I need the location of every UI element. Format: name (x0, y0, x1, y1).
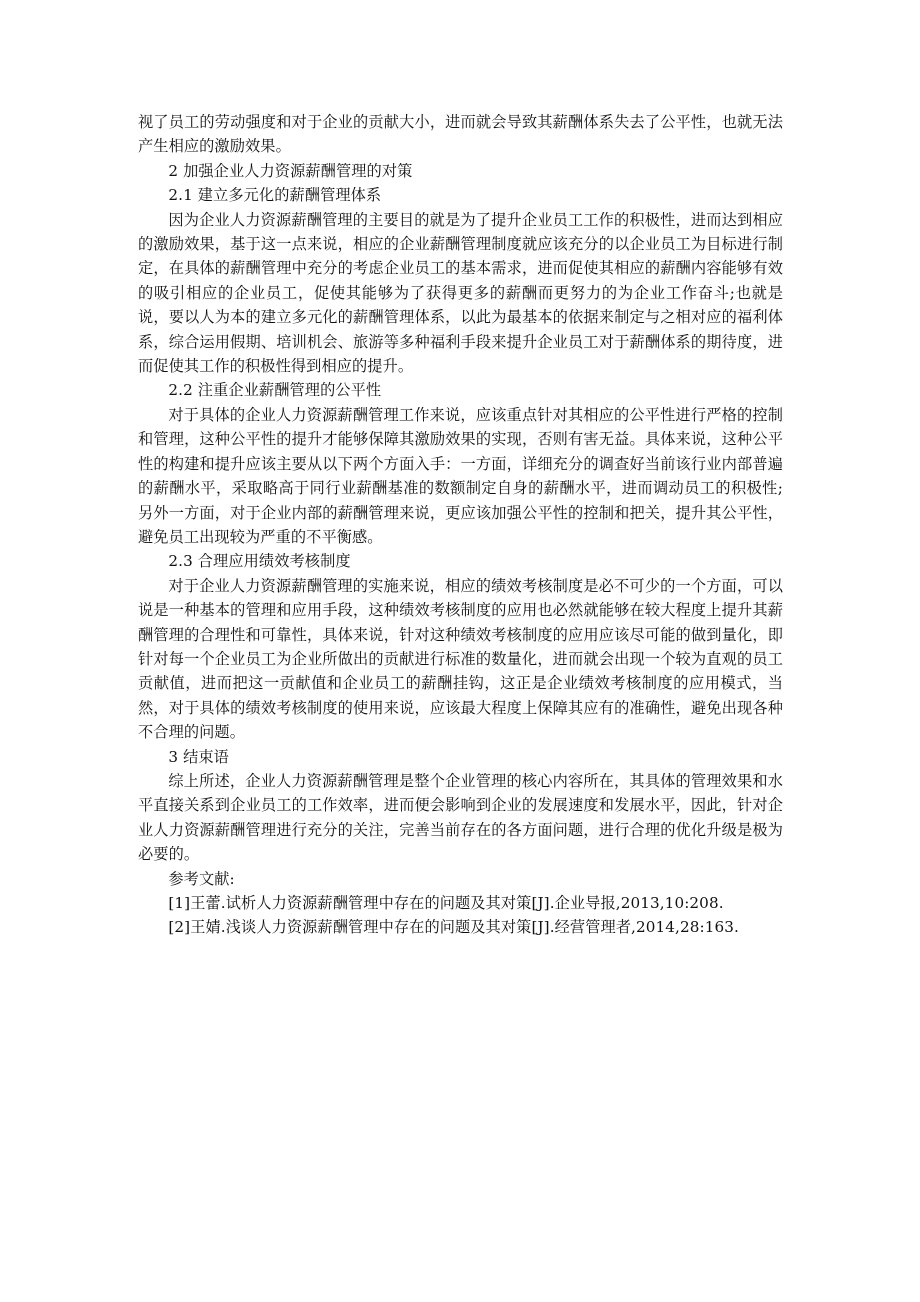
section-2-2-heading: 2.2 注重企业薪酬管理的公平性 (168, 381, 382, 400)
section-2-3-paragraph: 对于企业人力资源薪酬管理的实施来说，相应的绩效考核制度是必不可少的一个方面，可以说是一种基本的管理和应用手段，这种绩效考核制度的应用也必然就能够在较大程度上提升其薪酬管理的合理性和可靠性，具体来说，针对这种绩效考核制度的应用应该尽可能的做到量化，即针对每一个企业员工为企业所做出的贡献进行标准的数量化，进而就会出现一个较为直观的员工贡献值，进而把这一贡献值和企业员工的薪酬挂钩，这正是企业绩效考核制度的应用模式，当然，对于具体的绩效考核制度的使用来说，应该最大程度上保障其应有的准确性，避免出现各种不合理的问题。 (138, 576, 783, 742)
section-3-heading: 3 结束语 (168, 747, 229, 766)
section-3-paragraph: 综上所述，企业人力资源薪酬管理是整个企业管理的核心内容所在，其具体的管理效果和水平直接关系到企业员工的工作效率，进而便会影响到企业的发展速度和发展水平，因此，针对企业人力资源薪酬管理进行充分的关注，完善当前存在的各方面问题，进行合理的优化升级是极为必要的。 (138, 771, 783, 864)
section-2-1-heading: 2.1 建立多元化的薪酬管理体系 (168, 186, 382, 205)
document-page (138, 110, 783, 940)
reference-item-1: [1]王蕾.试析人力资源薪酬管理中存在的问题及其对策[J].企业导报,2013,10:208. (168, 894, 724, 912)
section-2-3-heading: 2.3 合理应用绩效考核制度 (168, 552, 351, 571)
section-2-1-paragraph: 因为企业人力资源薪酬管理的主要目的就是为了提升企业员工工作的积极性，进而达到相应的激励效果，基于这一点来说，相应的企业薪酬管理制度就应该充分的以企业员工为目标进行制定，在具体的薪酬管理中充分的考虑企业员工的基本需求，进而促使其相应的薪酬内容能够有效的吸引相应的企业员工，促使其能够为了获得更多的薪酬而更努力的为企业工作奋斗;也就是说，要以人为本的建立多元化的薪酬管理体系，以此为最基本的依据来制定与之相对应的福利体系，综合运用假期、培训机会、旅游等多种福利手段来提升企业员工对于薪酬体系的期待度，进而促使其工作的积极性得到相应的提升。 (138, 210, 783, 376)
section-2-2-paragraph: 对于具体的企业人力资源薪酬管理工作来说，应该重点针对其相应的公平性进行严格的控制和管理，这种公平性的提升才能够保障其激励效果的实现，否则有害无益。具体来说，这种公平性的构建和提升应该主要从以下两个方面入手：一方面，详细充分的调查好当前该行业内部普遍的薪酬水平，采取略高于同行业薪酬基准的数额制定自身的薪酬水平，进而调动员工的积极性;另外一方面，对于企业内部的薪酬管理来说，更应该加强公平性的控制和把关，提升其公平性，避免员工出现较为严重的不平衡感。 (138, 405, 783, 546)
section-2-heading: 2 加强企业人力资源薪酬管理的对策 (168, 161, 413, 180)
references-heading: 参考文献: (168, 869, 235, 888)
intro-continuation-paragraph: 视了员工的劳动强度和对于企业的贡献大小，进而就会导致其薪酬体系失去了公平性，也就无法产生相应的激励效果。 (138, 113, 783, 156)
reference-item-2: [2]王婧.浅谈人力资源薪酬管理中存在的问题及其对策[J].经营管理者,2014,28:163. (168, 918, 739, 937)
